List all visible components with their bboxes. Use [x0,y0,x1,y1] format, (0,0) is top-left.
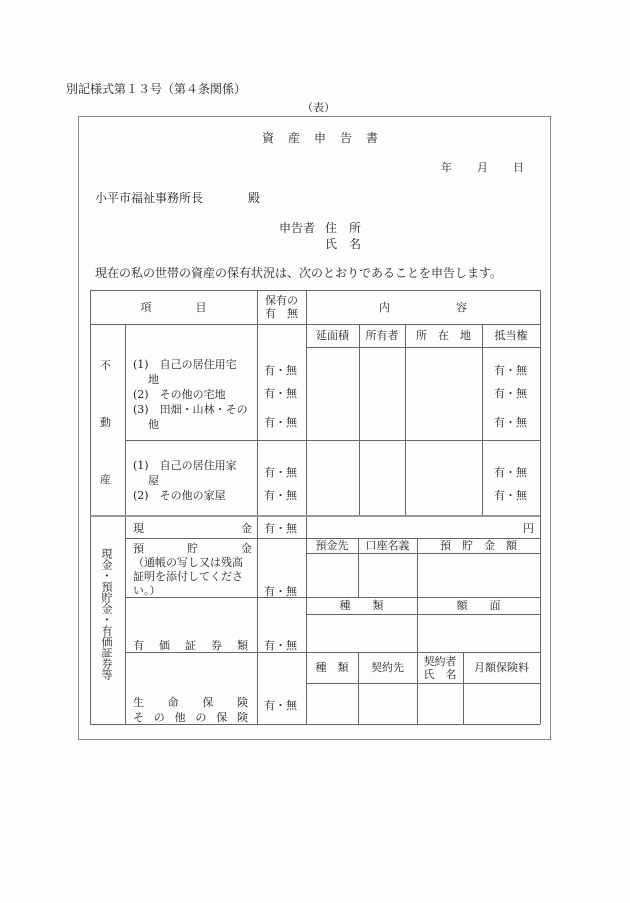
header-content: 内 容 [379,300,467,314]
col-insurer: 契約先 [371,661,404,674]
category-san: 産 [100,473,111,486]
date-year-label: 年 [441,161,452,174]
col-mortgage: 抵当権 [494,329,528,342]
header-possession-line1: 保有の [265,294,298,307]
building-1-possession[interactable]: 有・無 [264,466,297,479]
building-item-1-cont: 屋 [148,474,159,487]
deposit-note-1: （通帳の写し又は残高 [133,556,243,569]
name-label: 氏 名 [325,237,362,251]
form-title: 資 産 申 告 書 [262,131,380,145]
land-3-mortgage[interactable]: 有・無 [494,416,527,429]
col-account-holder: 口座名義 [365,539,410,552]
land-item-1: (1) 自己の居住用宅 [133,358,237,371]
land-2-possession[interactable]: 有・無 [264,387,297,400]
form-number: 別記様式第１３号（第４条関係） [66,82,247,96]
category-fu: 不 [100,359,111,372]
col-face-value: 額 面 [456,599,501,612]
building-2-mortgage[interactable]: 有・無 [494,489,527,502]
deposit-label-3: 金 [241,542,252,555]
col-securities-type: 種 類 [339,599,384,612]
land-item-3-cont: 他 [148,418,159,431]
land-item-2: (2) その他の宅地 [133,388,226,401]
deposit-note-2: 証明を添付してくださ [133,570,243,583]
land-3-possession[interactable]: 有・無 [264,416,297,429]
header-item: 項 目 [140,300,207,314]
category-financial: 現金・預貯金・有価証券等 [100,548,113,680]
insurance-label-other: そ の 他 の 保 険 [133,711,248,724]
building-item-2: (2) その他の家屋 [133,489,226,502]
header-possession-line2: 有 無 [265,307,298,320]
land-item-1-cont: 地 [148,373,159,386]
date-day-label: 日 [513,161,524,174]
col-policyholder-line1: 契約者 [423,654,457,668]
deposit-label-1: 預 [133,542,144,555]
col-bank: 預金先 [315,539,349,552]
form-side-label: （表） [302,101,335,114]
addressee: 小平市福祉事務所長 [95,191,204,205]
securities-possession[interactable]: 有・無 [264,639,297,652]
category-do: 動 [100,416,111,429]
col-monthly-premium: 月額保険料 [474,661,529,674]
building-2-possession[interactable]: 有・無 [264,489,297,502]
col-location: 所 在 地 [416,329,471,342]
land-2-mortgage[interactable]: 有・無 [494,387,527,400]
col-owner: 所有者 [365,329,399,342]
col-insurance-type: 種 類 [315,661,349,674]
land-1-mortgage[interactable]: 有・無 [494,364,527,377]
declarant-label: 申告者 [279,221,316,235]
land-item-3: (3) 田畑・山林・その [133,403,248,416]
deposit-note-3: い。） [133,584,161,597]
building-1-mortgage[interactable]: 有・無 [494,466,527,479]
deposit-possession[interactable]: 有・無 [264,585,297,598]
insurance-possession[interactable]: 有・無 [264,699,297,712]
cash-label-b: 金 [241,522,252,535]
col-deposit-amount: 預 貯 金 額 [440,539,517,552]
declaration-statement: 現在の私の世帯の資産の保有状況は、次のとおりであることを申告します。 [95,266,503,280]
cash-possession[interactable]: 有・無 [264,522,297,535]
cash-label-a: 現 [133,522,144,535]
honorific: 殿 [248,191,261,205]
insurance-label-life: 生 命 保 険 [133,696,248,709]
deposit-label-2: 貯 [187,542,198,555]
building-item-1: (1) 自己の居住用家 [133,459,237,472]
securities-label: 有 価 証 券 類 [133,639,248,652]
land-1-possession[interactable]: 有・無 [264,364,297,377]
col-policyholder-line2: 氏 名 [423,667,457,681]
cash-unit-yen: 円 [523,522,534,535]
col-floor-area: 延面積 [316,329,349,342]
date-month-label: 月 [477,161,488,174]
address-label: 住 所 [325,221,362,235]
